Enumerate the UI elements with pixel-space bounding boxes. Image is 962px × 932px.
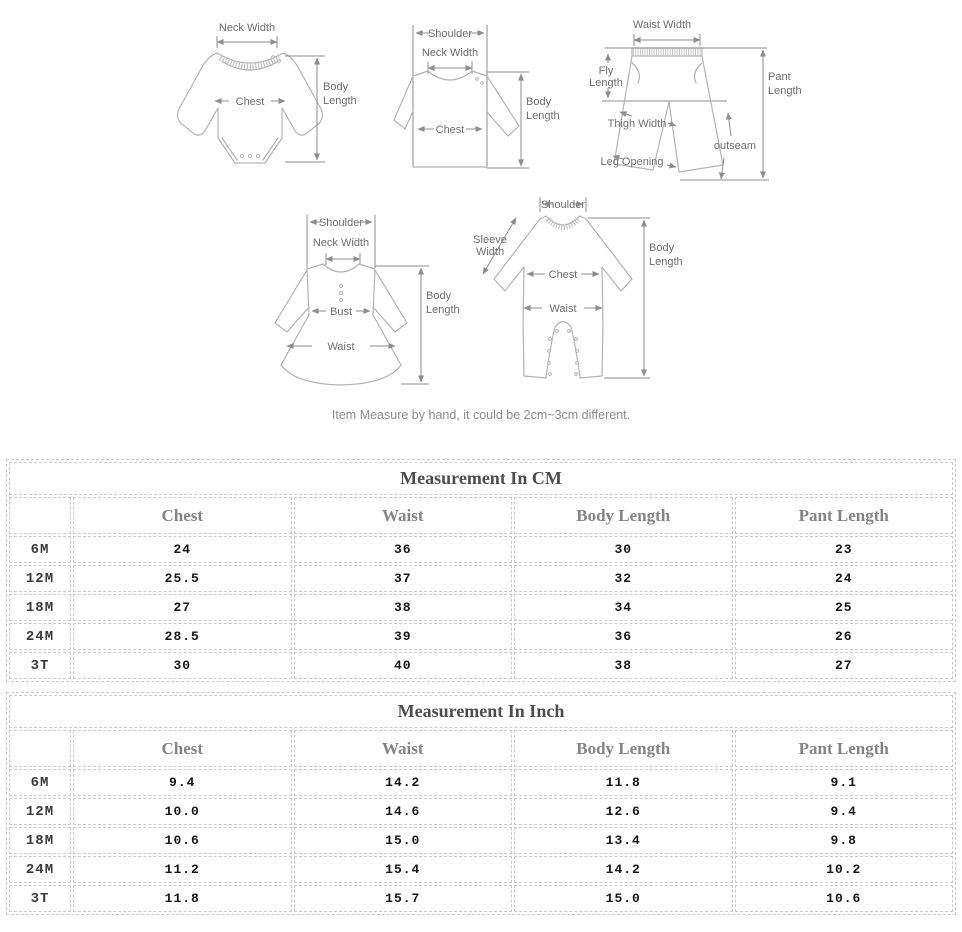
svg-text:Length: Length: [649, 256, 683, 268]
inch-col-pant-length: Pant Length: [735, 730, 954, 767]
dress-diagram: [253, 195, 468, 400]
cell-value: 12.6: [514, 798, 733, 825]
cell-value: 23: [735, 536, 954, 563]
size-label: 12M: [9, 798, 71, 825]
cell-value: 40: [294, 652, 513, 679]
tshirt-diagram: [390, 10, 590, 185]
size-label: 12M: [9, 565, 71, 592]
cell-value: 25: [735, 594, 954, 621]
cell-value: 36: [294, 536, 513, 563]
table-row: [9, 652, 953, 679]
table-row: [9, 856, 953, 883]
cm-col-chest: Chest: [73, 497, 292, 534]
measurement-diagrams: [0, 0, 962, 442]
table-row: [9, 536, 953, 563]
table-row: [9, 623, 953, 650]
cell-value: 15.7: [294, 885, 513, 912]
cell-value: 9.8: [735, 827, 954, 854]
cell-value: 14.2: [514, 856, 733, 883]
cell-value: 15.0: [514, 885, 733, 912]
cell-value: 32: [514, 565, 733, 592]
cell-value: 37: [294, 565, 513, 592]
table-row: [9, 827, 953, 854]
inch-col-body-length: Body Length: [514, 730, 733, 767]
dress-neck-width-label: Neck Width: [312, 237, 370, 249]
cell-value: 14.6: [294, 798, 513, 825]
table-row: [9, 885, 953, 912]
romper-body-length-label: Body: [649, 242, 675, 254]
romper-waist-label: Waist: [549, 303, 577, 315]
table-row: [9, 769, 953, 796]
shirt-shoulder-label: Shoulder: [427, 28, 473, 40]
cm-col-waist: Waist: [294, 497, 513, 534]
measurement-table-cm: [6, 459, 956, 682]
svg-text:Length: Length: [768, 85, 802, 97]
size-label: 18M: [9, 827, 71, 854]
dress-waist-label: Waist: [327, 341, 355, 353]
cell-value: 36: [514, 623, 733, 650]
cell-value: 11.8: [514, 769, 733, 796]
cell-value: 38: [294, 594, 513, 621]
dress-body-length-label: Body: [426, 290, 452, 302]
bodysuit-body-length-label: Body: [323, 81, 349, 93]
table-row: [9, 565, 953, 592]
cell-value: 10.6: [73, 827, 292, 854]
size-label: 3T: [9, 652, 71, 679]
table-row: [9, 594, 953, 621]
shorts-outseam-label: outseam: [713, 140, 757, 152]
romper-shoulder-label: Shoulder: [540, 199, 586, 211]
svg-text:Length: Length: [589, 77, 623, 89]
dress-bust-label: Bust: [329, 306, 353, 318]
size-label: 24M: [9, 623, 71, 650]
cell-value: 30: [73, 652, 292, 679]
cell-value: 27: [735, 652, 954, 679]
cell-value: 13.4: [514, 827, 733, 854]
inch-corner-cell: [9, 730, 71, 767]
cell-value: 14.2: [294, 769, 513, 796]
cell-value: 15.0: [294, 827, 513, 854]
bodysuit-chest-label: Chest: [235, 96, 265, 108]
cell-value: 9.4: [73, 769, 292, 796]
cell-value: 10.0: [73, 798, 292, 825]
cm-col-pant-length: Pant Length: [735, 497, 954, 534]
cell-value: 28.5: [73, 623, 292, 650]
romper-chest-label: Chest: [548, 269, 578, 281]
svg-text:Width: Width: [475, 246, 505, 258]
cell-value: 10.2: [735, 856, 954, 883]
cm-corner-cell: [9, 497, 71, 534]
cell-value: 27: [73, 594, 292, 621]
shorts-fly-length-label: Fly: [598, 65, 614, 77]
cell-value: 24: [735, 565, 954, 592]
size-label: 6M: [9, 536, 71, 563]
shorts-leg-opening-label: Leg Opening: [600, 156, 664, 168]
shorts-pant-length-label: Pant: [768, 71, 791, 83]
shirt-chest-label: Chest: [435, 124, 465, 136]
table-row: [9, 798, 953, 825]
measurement-table-inch: [6, 692, 956, 915]
shorts-thigh-width-label: Thigh Width: [607, 118, 667, 130]
size-label: 18M: [9, 594, 71, 621]
cell-value: 10.6: [735, 885, 954, 912]
shorts-waist-width-label: Waist Width: [632, 19, 692, 31]
inch-col-chest: Chest: [73, 730, 292, 767]
svg-text:Length: Length: [426, 304, 460, 316]
bodysuit-neck-width-label: Neck Width: [218, 22, 276, 34]
bodysuit-diagram: [165, 10, 425, 185]
size-label: 24M: [9, 856, 71, 883]
romper-diagram: [458, 185, 695, 400]
measure-note: Item Measure by hand, it could be 2cm~3cm different.: [331, 408, 631, 422]
cell-value: 9.4: [735, 798, 954, 825]
cell-value: 25.5: [73, 565, 292, 592]
cell-value: 11.2: [73, 856, 292, 883]
shorts-diagram: [575, 10, 810, 190]
cell-value: 34: [514, 594, 733, 621]
shirt-neck-width-label: Neck Width: [421, 47, 479, 59]
romper-sleeve-width-label: Sleeve: [473, 234, 507, 246]
cell-value: 24: [73, 536, 292, 563]
inch-table-title: Measurement In Inch: [9, 695, 953, 728]
cell-value: 26: [735, 623, 954, 650]
cell-value: 15.4: [294, 856, 513, 883]
size-label: 3T: [9, 885, 71, 912]
svg-text:Length: Length: [526, 110, 560, 122]
cell-value: 11.8: [73, 885, 292, 912]
cell-value: 9.1: [735, 769, 954, 796]
cm-table-title: Measurement In CM: [9, 462, 953, 495]
cell-value: 30: [514, 536, 733, 563]
cm-col-body-length: Body Length: [514, 497, 733, 534]
svg-text:Length: Length: [323, 95, 357, 107]
cell-value: 39: [294, 623, 513, 650]
cell-value: 38: [514, 652, 733, 679]
size-label: 6M: [9, 769, 71, 796]
dress-shoulder-label: Shoulder: [318, 217, 364, 229]
inch-col-waist: Waist: [294, 730, 513, 767]
shirt-body-length-label: Body: [526, 96, 552, 108]
